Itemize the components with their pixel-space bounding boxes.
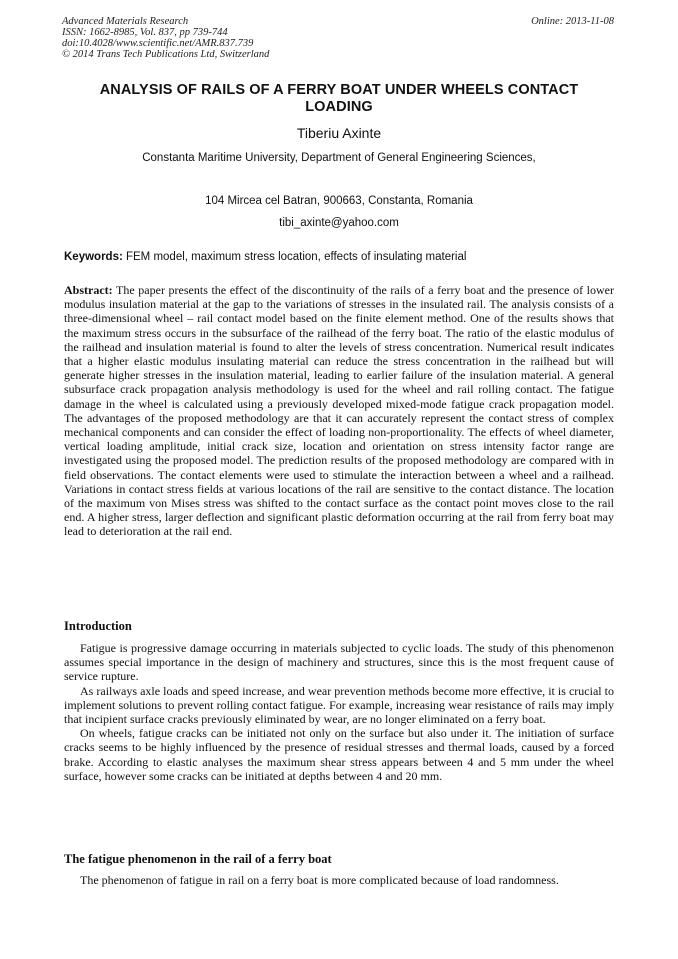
paper-author: Tiberiu Axinte bbox=[296, 125, 382, 141]
abstract-text: The paper presents the effect of the discontinuity of the rails of a ferry boat and the presence of lower modulus insulation material at the gap to the variations of stresses in the insulated rail. The analysis consists of a three-dimensional wheel – rail contact model based on the finite element method. One of the results shows that the maximum stress occurs in the subsurface of the railhead of the ferry boat. The ratio of the elastic modulus of the railhead and insulation material is found to alter the levels of stress concentration. Numerical result indicates that a higher elastic modulus insulating material can reduce the stress concentration in the railhead but will generate higher stresses in the insulation material, leading to earlier failure of the insulation material. A general subsurface crack propagation analysis methodology is used for the wheel and rail rolling contact. The fatigue damage in the wheel is calculated using a previously developed mixed-mode fatigue crack propagation model. The advantages of the proposed methodology are that it can accurately represent the contact stress of complex mechanical components and can consider the effect of loading non-proportionality. The effects of wheel diameter, vertical loading amplitude, initial crack size, location and orientation on stress intensity factor range are investigated using the proposed model. The prediction results of the proposed methodology are compared with in field observations. The contact elements were used to stimulate the interaction between a wheel and a railhead. Variations in contact stress fields at various locations of the rail are sensitive to the contact distance. The location of the maximum von Mises stress was shifted to the contact surface as the contact point moves close to the rail end. A higher stress, larger deflection and significant plastic deformation occurring at the rail from ferry boat may lead to deterioration at the rail end. bbox=[64, 283, 614, 539]
paragraph: Fatigue is progressive damage occurring in materials subjected to cyclic loads. The study of this phenomenon assumes special importance in the design of machinery and structures, since this is the most frequent cause of service rupture. bbox=[64, 641, 614, 684]
journal-doi[interactable]: doi:10.4028/www.scientific.net/AMR.837.739 bbox=[62, 38, 254, 49]
paragraph: As railways axle loads and speed increase, and wear prevention methods become more effective, it is crucial to implement solutions to prevent rolling contact fatigue. For example, increasing wear resistance of rails may imply that incipient surface cracks previously eliminated by wear, are no longer eliminated on a ferry boat. bbox=[64, 683, 614, 727]
keywords bbox=[64, 250, 614, 264]
author-affiliation: Constanta Maritime University, Department of General Engineering Sciences, bbox=[142, 152, 536, 164]
paragraph: The phenomenon of fatigue in rail on a ferry boat is more complicated because of load randomness. bbox=[80, 873, 559, 887]
fatigue-section-body bbox=[64, 873, 614, 887]
section-heading-fatigue: The fatigue phenomenon in the rail of a ferry boat bbox=[64, 852, 332, 866]
introduction-body bbox=[64, 641, 614, 783]
journal-header bbox=[62, 16, 482, 60]
author-email[interactable]: tibi_axinte@yahoo.com bbox=[279, 217, 399, 229]
abstract bbox=[64, 283, 614, 539]
paper-title: ANALYSIS OF RAILS OF A FERRY BOAT UNDER WHEELS CONTACT LOADING bbox=[99, 82, 579, 115]
author-address: 104 Mircea cel Batran, 900663, Constanta, Romania bbox=[205, 195, 473, 207]
abstract-label: Abstract: bbox=[64, 283, 113, 297]
keywords-label: Keywords: bbox=[64, 251, 123, 263]
journal-issn: ISSN: 1662-8985, Vol. 837, pp 739-744 bbox=[62, 27, 228, 38]
journal-name: Advanced Materials Research bbox=[62, 16, 189, 27]
journal-copyright: © 2014 Trans Tech Publications Ltd, Switzerland bbox=[62, 49, 270, 60]
online-date: Online: 2013-11-08 bbox=[531, 16, 614, 27]
keywords-text: FEM model, maximum stress location, effects of insulating material bbox=[122, 251, 467, 263]
paragraph: On wheels, fatigue cracks can be initiated not only on the surface but also under it. The initiation of surface cracks seems to be highly influenced by the presence of residual stresses and thermal loads, caused by a forced brake. According to elastic analyses the maximum shear stress appears between 4 and 5 mm under the wheel surface, however some cracks can be initiated at depths between 4 and 20 mm. bbox=[64, 726, 614, 783]
section-heading-introduction: Introduction bbox=[64, 619, 132, 633]
